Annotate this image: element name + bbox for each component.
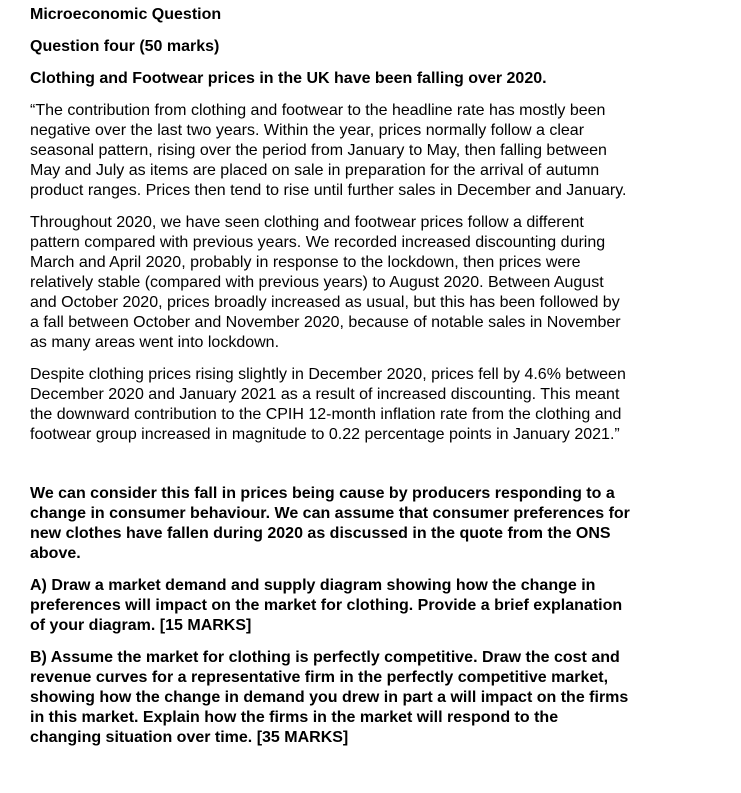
text-line: a fall between October and November 2020, because of notable sales in November <box>30 314 621 331</box>
text-line: A) Draw a market demand and supply diagram showing how the change in <box>30 577 596 594</box>
text-line: We can consider this fall in prices being cause by producers responding to a <box>30 485 615 502</box>
text-line: December 2020 and January 2021 as a result of increased discounting. This meant <box>30 386 620 403</box>
text-line: of your diagram. [15 MARKS] <box>30 617 252 634</box>
headline: Clothing and Footwear prices in the UK have been falling over 2020. <box>30 70 547 87</box>
document <box>30 5 730 748</box>
text-line: the downward contribution to the CPIH 12-month inflation rate from the clothing and <box>30 406 622 423</box>
part-a <box>30 576 730 636</box>
intro-paragraph <box>30 484 730 564</box>
part-b <box>30 648 730 748</box>
text-line: and October 2020, prices broadly increased as usual, but this has been followed by <box>30 294 620 311</box>
text-line: March and April 2020, probably in response to the lockdown, then prices were <box>30 254 581 271</box>
text-line: Despite clothing prices rising slightly in December 2020, prices fell by 4.6% between <box>30 366 626 383</box>
text-line: changing situation over time. [35 MARKS] <box>30 729 349 746</box>
text-line: “The contribution from clothing and footwear to the headline rate has mostly been <box>30 102 606 119</box>
text-line: change in consumer behaviour. We can assume that consumer preferences for <box>30 505 630 522</box>
quote-paragraph-1 <box>30 101 730 201</box>
text-line: new clothes have fallen during 2020 as discussed in the quote from the ONS <box>30 525 611 542</box>
question-heading: Question four (50 marks) <box>30 38 220 55</box>
text-line: revenue curves for a representative firm in the perfectly competitive market, <box>30 669 609 686</box>
text-line: pattern compared with previous years. We recorded increased discounting during <box>30 234 606 251</box>
quote-paragraph-2 <box>30 213 730 353</box>
spacer <box>30 445 730 484</box>
text-line: as many areas went into lockdown. <box>30 334 280 351</box>
text-line: showing how the change in demand you drew in part a will impact on the firms <box>30 689 629 706</box>
text-line: above. <box>30 545 81 562</box>
document-title: Microeconomic Question <box>30 6 222 23</box>
quote-paragraph-3 <box>30 365 730 445</box>
text-line: preferences will impact on the market for clothing. Provide a brief explanation <box>30 597 623 614</box>
text-line: relatively stable (compared with previous years) to August 2020. Between August <box>30 274 604 291</box>
text-line: product ranges. Prices then tend to rise until further sales in December and January. <box>30 182 627 199</box>
text-line: footwear group increased in magnitude to 0.22 percentage points in January 2021.” <box>30 426 620 443</box>
text-line: Throughout 2020, we have seen clothing and footwear prices follow a different <box>30 214 584 231</box>
text-line: negative over the last two years. Within the year, prices normally follow a clear <box>30 122 585 139</box>
text-line: May and July as items are placed on sale in preparation for the arrival of autumn <box>30 162 600 179</box>
text-line: B) Assume the market for clothing is perfectly competitive. Draw the cost and <box>30 649 620 666</box>
text-line: in this market. Explain how the firms in the market will respond to the <box>30 709 559 726</box>
text-line: seasonal pattern, rising over the period from January to May, then falling between <box>30 142 607 159</box>
